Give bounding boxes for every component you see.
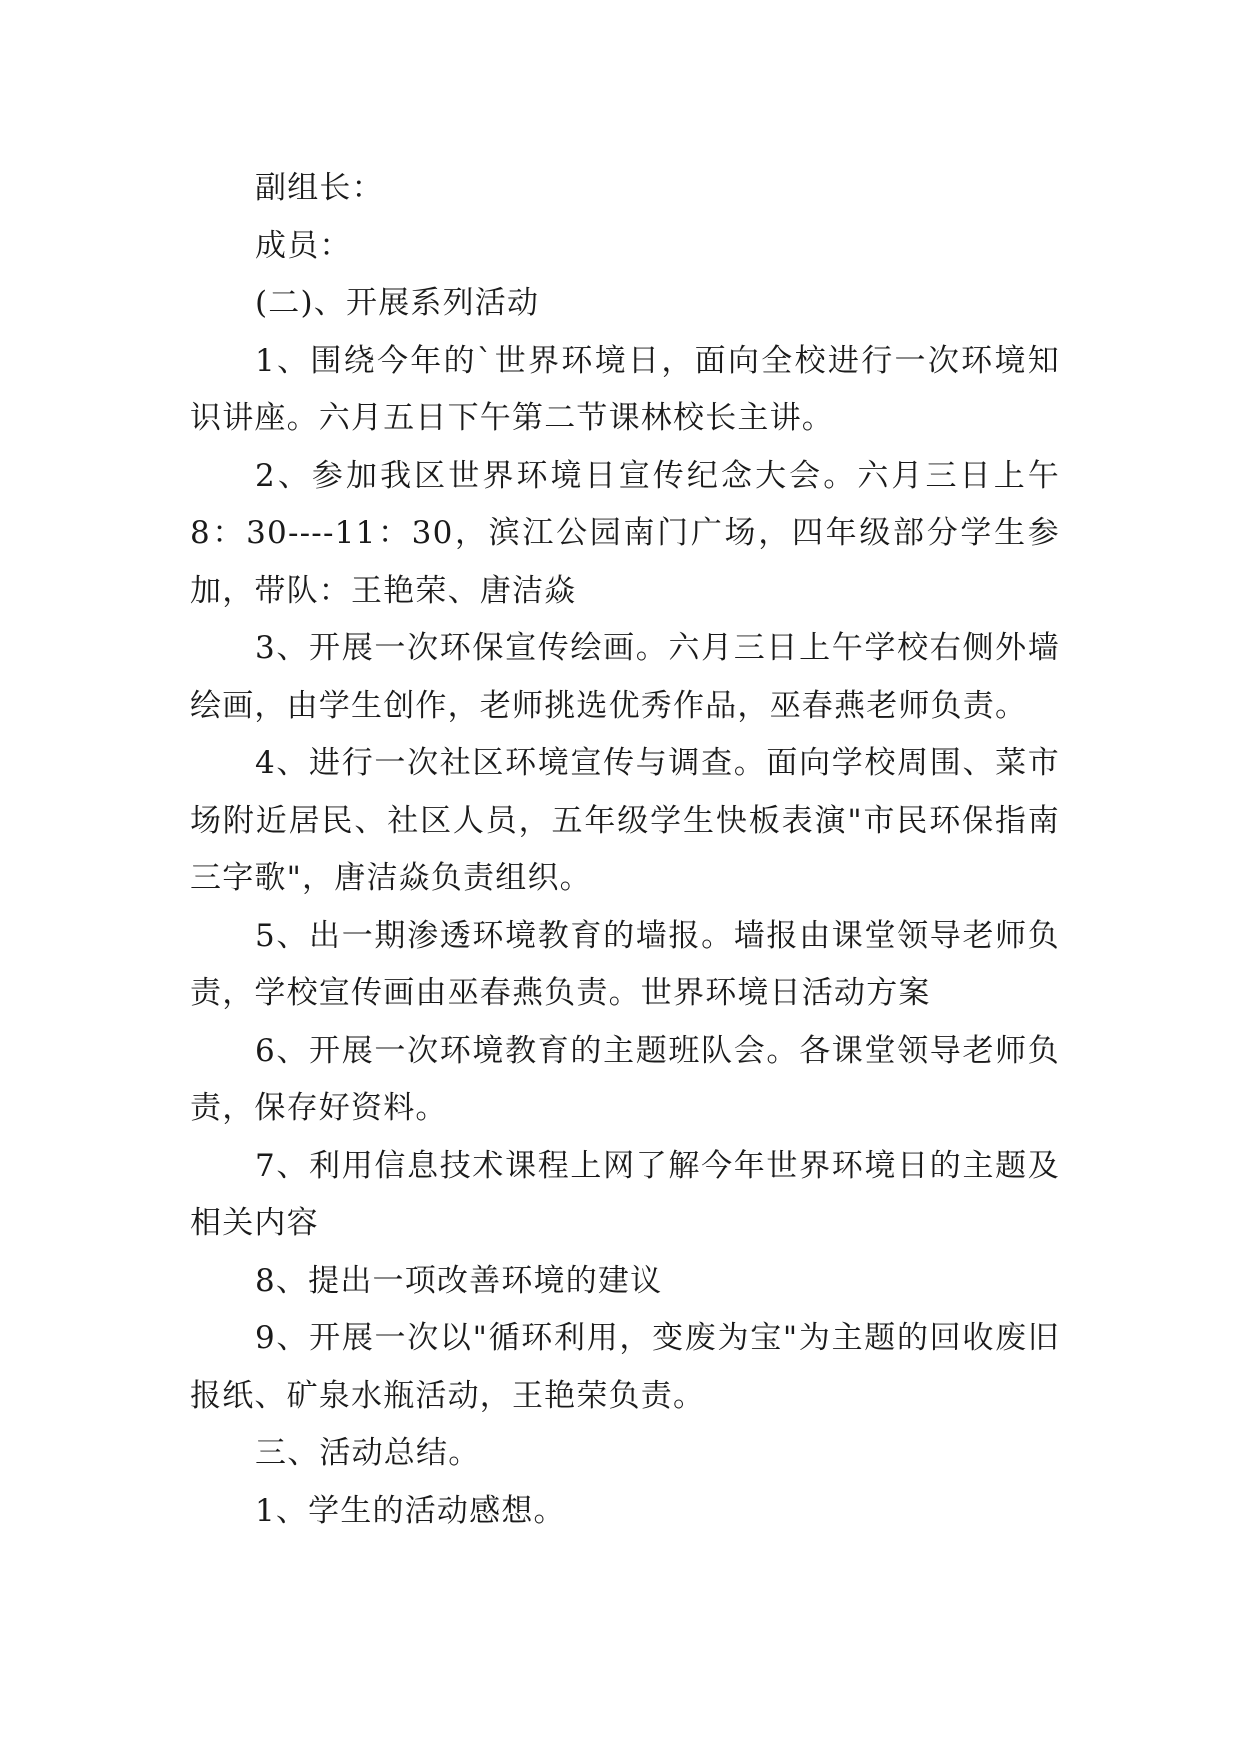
paragraph-item-2: 2、参加我区世界环境日宣传纪念大会。六月三日上午8：30----11：30，滨江公园南门广场，四年级部分学生参加，带队：王艳荣、唐洁焱 xyxy=(190,457,1060,609)
paragraph-deputy-leader: 副组长： xyxy=(255,170,384,206)
section-heading-activities: (二)、开展系列活动 xyxy=(255,285,540,321)
paragraph-item-7: 7、利用信息技术课程上网了解今年世界环境日的主题及相关内容 xyxy=(190,1147,1060,1241)
paragraph-summary-1: 1、学生的活动感想。 xyxy=(255,1492,566,1529)
paragraph-item-5: 5、出一期渗透环境教育的墙报。墙报由课堂领导老师负责，学校宣传画由巫春燕负责。世界环境日活动方案 xyxy=(190,917,1060,1011)
paragraph-item-4: 4、进行一次社区环境宣传与调查。面向学校周围、菜市场附近居民、社区人员，五年级学生快板表演"市民环保指南三字歌"，唐洁焱负责组织。 xyxy=(190,745,1060,896)
paragraph-item-6: 6、开展一次环境教育的主题班队会。各课堂领导老师负责，保存好资料。 xyxy=(190,1032,1060,1126)
paragraph-item-9: 9、开展一次以"循环利用，变废为宝"为主题的回收废旧报纸、矿泉水瓶活动，王艳荣负责。 xyxy=(190,1320,1060,1414)
paragraph-item-1: 1、围绕今年的`世界环境日，面向全校进行一次环境知识讲座。六月五日下午第二节课林校长主讲。 xyxy=(190,342,1060,436)
section-heading-summary: 三、活动总结。 xyxy=(255,1435,481,1471)
document-body xyxy=(190,160,1060,1540)
paragraph-item-3: 3、开展一次环保宣传绘画。六月三日上午学校右侧外墙绘画，由学生创作，老师挑选优秀作品，巫春燕老师负责。 xyxy=(190,630,1060,724)
paragraph-members: 成员： xyxy=(255,227,352,264)
paragraph-item-8: 8、提出一项改善环境的建议 xyxy=(255,1262,663,1299)
